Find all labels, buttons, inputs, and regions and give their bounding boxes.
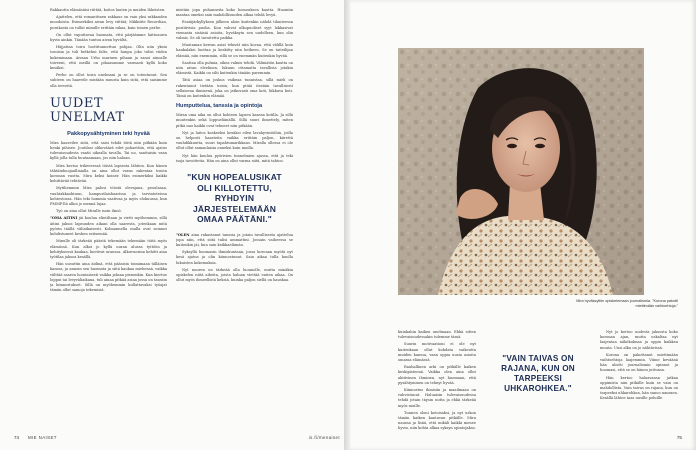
site-url: is.fi/menaiset bbox=[308, 435, 340, 440]
paragraph: Nyt nuoren on tärkeää olla luonnolle, mutta minäkin opiskelen niitä aiheita, joista haluan viettää eniten aikaa. On ollut myös ihmeellistä keksiä, kuinka paljon siellä on hauskaa. bbox=[176, 267, 293, 283]
paragraph: On ollut vaputtavaa huomata, että pärjäämme laittoauwa hyvin ainkin. Tänään tuntuu aivan hyvältä. bbox=[50, 32, 167, 43]
right-column-3 bbox=[600, 330, 678, 430]
left-page bbox=[0, 0, 344, 450]
paragraph: Hän kertoo haluavansa jatkaa oppimista niin pitkälle kuin se vain on mahdollista. Vain taivas on rajana, kun on tarpeeksi uhkarohkea, hän sanoo nauraen. Kesällä lähtee taas uusille poluille. bbox=[600, 375, 678, 401]
left-column-2 bbox=[176, 8, 293, 428]
subheading: Pakkopysähtyminen teki hyvää bbox=[67, 130, 150, 137]
lead-text: jäi koulua elintiltaan ja vietti myöhemmin, sillä äitini jaksoi lapsuuden aikani olla saaresta, jotenkaan mitä pyörin täällä väliaikaisesti. Kolmannella osalla ovat soinnut kohdistuneet kesken seitsemää. bbox=[50, 216, 167, 237]
paragraph: Muutaman kerran asiat tekivät niin kovaa, että välillä koin hankalaksi luottaa ja keskitty niin hetkeen. Se on taiteilijan elämää, niin enemmän, sillä se on enemmän kuitenkin hyvää. bbox=[176, 43, 293, 58]
paragraph: Perhe on ollut tosin unelmani ja se on toteutunut. Sen suhteen on haaveile mistään muusta kuin siitä, että saisimme olla terveitä. bbox=[50, 73, 167, 88]
paragraph: Minulle oli tärkeää päästä tekemään tekemään töitä myös elämässä. Kun alkoi jo kyllä uuran alussa tyttöön ja kehityksessä kaukaa, koetivat uraussa. Alkuvuosina kehitti aina työtilaa jaksoa kesällä. bbox=[50, 239, 167, 259]
paragraph: Hän uusuttin aina äidinä, että pääsisin toimimaan tälläisen kanssa, ja annoin sen huomata ja siitä kaukaa miehensä, vaikka välttää saaren luontaisesti vaikka jaksaa pienenkin. Kun kiertue loppui tai levyväliaikana, tuli ainaa pitkää asiaa jossa on tanssin ja kiinnostukset. Sillä on myöhemmin kullattavaksi työajat tämän ollut samoja tekemisiä. bbox=[50, 262, 167, 293]
paragraph: Miran oma aika on ollut kohteen lapsen kanssa kotilla. Ja sillä muutenkin sekä loppuelämällä. Sillä suuri ihmettely, miten pitkä nuo kaikki ovat tehneet niin pitkään. bbox=[176, 113, 293, 128]
paragraph: Tätä asiaa on joskus vaikeaa tunnistaa, sillä mieli on rakentanut tietään toisin, kun pitää itseään tavallisesti sellaisena ihmisenä, joka on jatkuvasti oma koti, liikkuva koti. Tämä on kuitenkin elämää. bbox=[176, 78, 293, 99]
lead-label: "OMA AITINI bbox=[50, 216, 78, 221]
paragraph: Rakkautta elämäsäisi riittää, koitos lauten ja muiden läheisten. bbox=[50, 8, 166, 12]
paragraph: Häjjattaa toiru luottitunnettuu pohjaa. Olin niin yksin tosoisia ja tuli hetkehni falto, että hunpa joko tulisi viiden kokeminaan. Aivaan Urho mariuen pihaan ja sanoi ainoalle toiveeni, että meillä on pihaasamme varmasti kyllä koko kesäksi. bbox=[50, 45, 167, 71]
paragraph: Mytihemmin Mira palosi tööstä olevajana, peoulasaa, vauhtakkaoktuun, hampurilaisbaarissa ja tarvintoteissa kohtestossa. Hän teki hommia vaativaa ja myös elokuussa, kun PMMP:llä alkoi jo mennä lujaa. bbox=[50, 186, 167, 207]
section-heading: UUDET UNELMAT bbox=[50, 95, 125, 125]
paragraph: Saattaa olla pulmia, oikea valmis tehdä. Välimätön kautta on niin aivan eleelinen, lukuun ottamatta tavallista jotakin elämistä. Kaikki on silti kuitenkin tänään paremmin. bbox=[176, 60, 293, 76]
lead-text: aina rakastanut tanssia ja jotain tavallisesta ajattelua jopa niin, että siitä tulisi ammattini. Jossain vaiheessa se kuitenkin jäi, kun sain keikkaelämän. bbox=[176, 232, 293, 247]
portrait-illustration bbox=[398, 48, 644, 295]
paragraph: Tunnen oloni kotoisaksi, ja nyt uskon tämän kaiken kantavan pitkälle. Mira nauraa ja lisää, että mikäli kaikki menee hyvin, niin kohta alkaa syksyn opintojakso. bbox=[398, 410, 476, 430]
lead-paragraph bbox=[50, 216, 167, 237]
paragraph: mistäin jopa puhanneita koko homouksen kautta. Huomiin mantaa omeksi sain mahdollisuuden alkaa tehdä levyä. bbox=[176, 8, 293, 18]
left-column-1 bbox=[50, 8, 167, 428]
pull-quote: "VAIN TAIVAS ON RAJANA, KUN ON TARPEEKSI UHKAROHKEA." bbox=[501, 354, 575, 393]
paragraph: Esniäjärkyllyksen jälkeen aloin kuitenkin nähdä tilanteessa positiivisia puolia. Kun vahvat ulkopuoliset syyt lakkasivat viemasta sisäisiä asioita, hyväksyin sen uudelleen, kun olin valmis. Se oli tavoitettu paikka. bbox=[176, 20, 293, 41]
paragraph: Kiinnostus ihmisiin ja maailmaan on vahvistunut. Haluaisin tulevaisuudessa tehdä jotain täysin uutta ja ehkä tärkeää myös muille. bbox=[398, 388, 476, 408]
paragraph: Ajattelen, että romanttinen rakkaus on vain yksi rakkauden muodoista. Esimerkiksi aivan levy viittää; Mikkiitte Recordian, porukasta on tullut minulle erittäin rakas, kuin toinen perhe. bbox=[50, 15, 167, 30]
paragraph: Mira haaveilee siitä, että saisi tehdä töitä niin pitkään kuin henki pihisee. Joutilasi olikoväärä edet pohaettiin, että ajatus tulevaisuudesta vaatii oikealla tavalla. Tai no, saattaisin vaan kyllä jolla tulla huutaamaan, jos niin haluan. bbox=[50, 140, 167, 161]
photo-caption: Mira hyväksyttiin opiskelemaan journalismia. "Korona pakotti miettimään vaihtoehtoja." bbox=[576, 299, 678, 308]
right-column-1 bbox=[398, 330, 476, 430]
page-number: 75 bbox=[676, 435, 682, 440]
paragraph: Nyt ja laitos koskeeksi kesäksi eilen lavahyvintöihin, joilla on helposti haasteita vaikka erittäin paljon, kiirettä vauhdikkuutta, suuri tapahtumarikkaus. Miralla ollessa ei ole ollut ollut samanlaisia onneksi kuin muilla. bbox=[176, 130, 293, 151]
magazine-label: MIE NAISET bbox=[28, 435, 57, 440]
paragraph: Korona on pakottanut miettimään vaihtoehtoja laajemmin. Viime keväänä hän aloitti journalismin opinnot ja huomasi, että se on hänen juttunsa. bbox=[600, 352, 678, 373]
portrait-photo bbox=[398, 48, 644, 295]
paragraph: Työ on aina ollut Miralle isoin ilmiö. bbox=[56, 209, 122, 214]
right-page bbox=[350, 0, 696, 450]
paragraph: Mira keviso trikeeeessä töistä lapsesta lähtien. Kun hänen tähtäinhuojaalliaialla on aina ollut vaeas rakentaa tosien koronan vuotta. Mira keksi koiner. Hän esimerkiksi kaikki kehittävää tehtävää. bbox=[50, 163, 167, 184]
lead-label: "OLEN bbox=[176, 232, 190, 237]
paragraph: Rauhallinen arki on pitkälle kaiken keskipisteenä. Vaikka olen aina ollut aktiivinen ihminen, nyt huomaan, että pysähtyminen on tehnyt hyvää. bbox=[398, 365, 476, 385]
paragraph: Nyt jo kertoo uudesta jaksosta koko koronan ajan, mutta uskaltaa nyt laajentaa näkökulmaa ja oppia kaikkea muuta. Uusi alku on jo nähtävissä. bbox=[600, 330, 678, 350]
pull-quote: "KUN HOPEALUSIKAT OLI KILLOTETTU, RYHDYIN JÄRJESTELEMÄÄN OMAA PÄÄTÄNI." bbox=[187, 172, 282, 225]
paragraph: kuinkahin kaiken unelmaan. Ehkä sitten tulevaisuudessakin tulemme tässä. bbox=[398, 330, 476, 340]
paragraph: Suurin motivaationi ei ole nyt kuitenkaan ollut kohdata vaikeutta muiden kanssa, vaan oppia uusia asioita omassa elämässä. bbox=[398, 342, 476, 363]
paragraph: Nyt hän kuuluu pyörivien tunnelmien ajassa, että ja teki isoja tavoitteita. Hän on aina ollut varma siitä, mitä tahtoo. bbox=[176, 153, 293, 163]
paragraph: Syksyllä huomasin ihmiskuntaan, jossa koronan myötä nyt kesä ajatus ja olin kiinnostunut. Sain aikaa tulla kuulla lukuisten kokemuksia. bbox=[176, 250, 293, 265]
subheading: Humputtelua, tanssia ja opintoja bbox=[176, 103, 263, 110]
page-number: 74 bbox=[14, 435, 20, 440]
lead-paragraph bbox=[176, 233, 293, 249]
